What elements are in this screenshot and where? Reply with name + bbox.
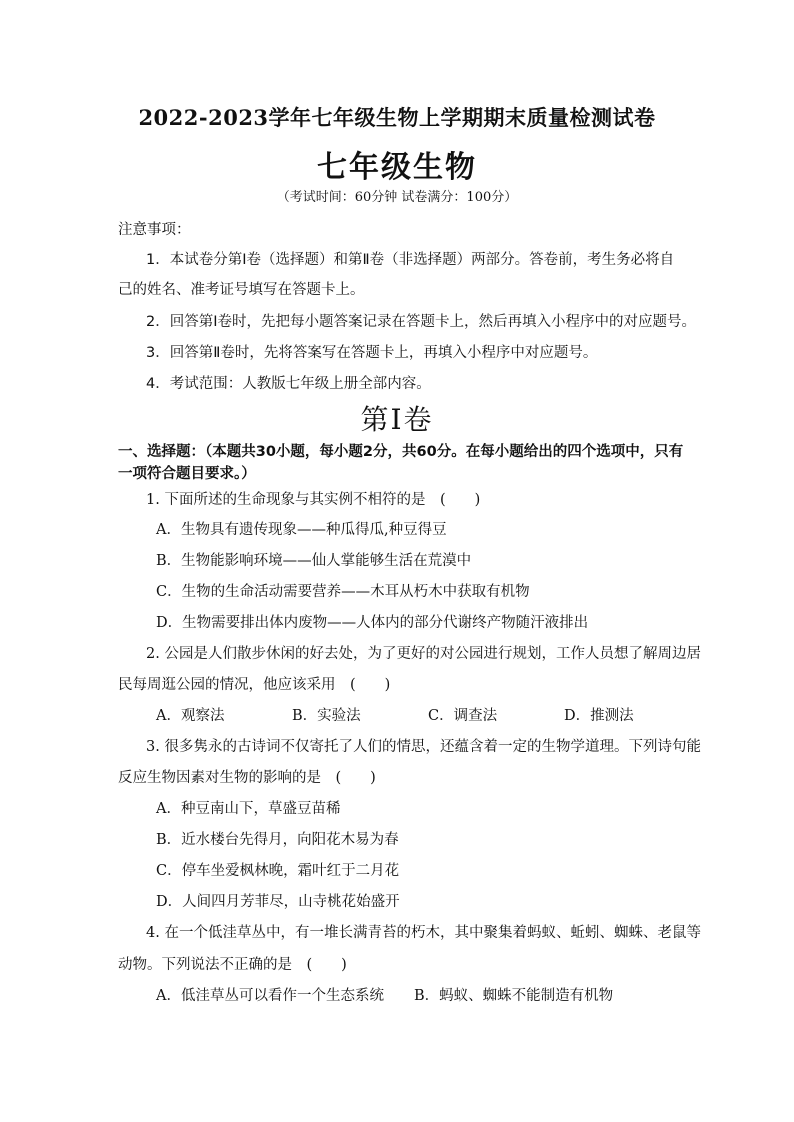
question-1-option-c: C．生物的生命活动需要营养——木耳从朽木中获取有机物 bbox=[156, 584, 530, 600]
question-4-option-b: B．蚂蚁、蜘蛛不能制造有机物 bbox=[414, 988, 614, 1004]
question-3-stem: 3. 很多隽永的古诗词不仅寄托了人们的情思，还蕴含着一定的生物学道理。下列诗句能 bbox=[146, 739, 701, 755]
question-1-option-a: A．生物具有遗传现象——种瓜得瓜,种豆得豆 bbox=[156, 522, 447, 538]
note-item-1: 1．本试卷分第Ⅰ卷（选择题）和第Ⅱ卷（非选择题）两部分。答卷前，考生务必将自 bbox=[146, 252, 675, 268]
question-3-option-a: A．种豆南山下，草盛豆苗稀 bbox=[156, 801, 341, 817]
subject-title: 七年级生物 bbox=[317, 150, 477, 185]
question-4-option-a: A．低洼草丛可以看作一个生态系统 bbox=[156, 988, 384, 1004]
exam-title: 2022-2023学年七年级生物上学期期末质量检测试卷 bbox=[138, 105, 656, 130]
question-1-option-d: D．生物需要排出体内废物——人体内的部分代谢终产物随汗液排出 bbox=[156, 615, 589, 631]
note-item-3: 3．回答第Ⅱ卷时，先将答案写在答题卡上，再填入小程序中对应题号。 bbox=[146, 345, 598, 361]
note-item-4: 4．考试范围：人教版七年级上册全部内容。 bbox=[146, 376, 431, 392]
section-heading: 一、选择题：（本题共30小题，每小题2分，共60分。在每小题给出的四个选项中，只有 bbox=[118, 444, 684, 460]
question-2-stem-cont: 民每周逛公园的情况，他应该采用 ( ) bbox=[118, 677, 391, 693]
question-1-stem: 1. 下面所述的生命现象与其实例不相符的是 ( ) bbox=[146, 492, 481, 508]
question-2-option-c: C．调查法 bbox=[428, 708, 498, 724]
note-item-1-cont: 己的姓名、准考证号填写在答题卡上。 bbox=[118, 282, 365, 298]
part-title: 第Ⅰ卷 bbox=[360, 403, 434, 436]
question-4-stem: 4. 在一个低洼草丛中，有一堆长满青苔的朽木，其中聚集着蚂蚁、蚯蚓、蜘蛛、老鼠等 bbox=[146, 925, 701, 941]
note-item-2: 2．回答第Ⅰ卷时，先把每小题答案记录在答题卡上，然后再填入小程序中的对应题号。 bbox=[146, 314, 696, 330]
exam-info: （考试时间：60分钟 试卷满分：100分） bbox=[276, 190, 518, 205]
question-2-stem: 2. 公园是人们散步休闲的好去处，为了更好的对公园进行规划，工作人员想了解周边居 bbox=[146, 646, 701, 662]
question-1-option-b: B．生物能影响环境——仙人掌能够生活在荒漠中 bbox=[156, 553, 472, 569]
question-4-stem-cont: 动物。下列说法不正确的是 ( ) bbox=[118, 957, 347, 973]
question-3-option-c: C．停车坐爱枫林晚，霜叶红于二月花 bbox=[156, 863, 400, 879]
question-3-option-b: B．近水楼台先得月，向阳花木易为春 bbox=[156, 832, 399, 848]
question-2-option-d: D．推测法 bbox=[564, 708, 634, 724]
question-2-option-a: A．观察法 bbox=[156, 708, 225, 724]
section-heading-cont: 一项符合题目要求。） bbox=[118, 466, 256, 482]
question-3-stem-cont: 反应生物因素对生物的影响的是 ( ) bbox=[118, 770, 376, 786]
question-3-option-d: D．人间四月芳菲尽，山寺桃花始盛开 bbox=[156, 894, 400, 910]
question-2-option-b: B．实验法 bbox=[292, 708, 361, 724]
notes-heading: 注意事项： bbox=[118, 222, 191, 238]
